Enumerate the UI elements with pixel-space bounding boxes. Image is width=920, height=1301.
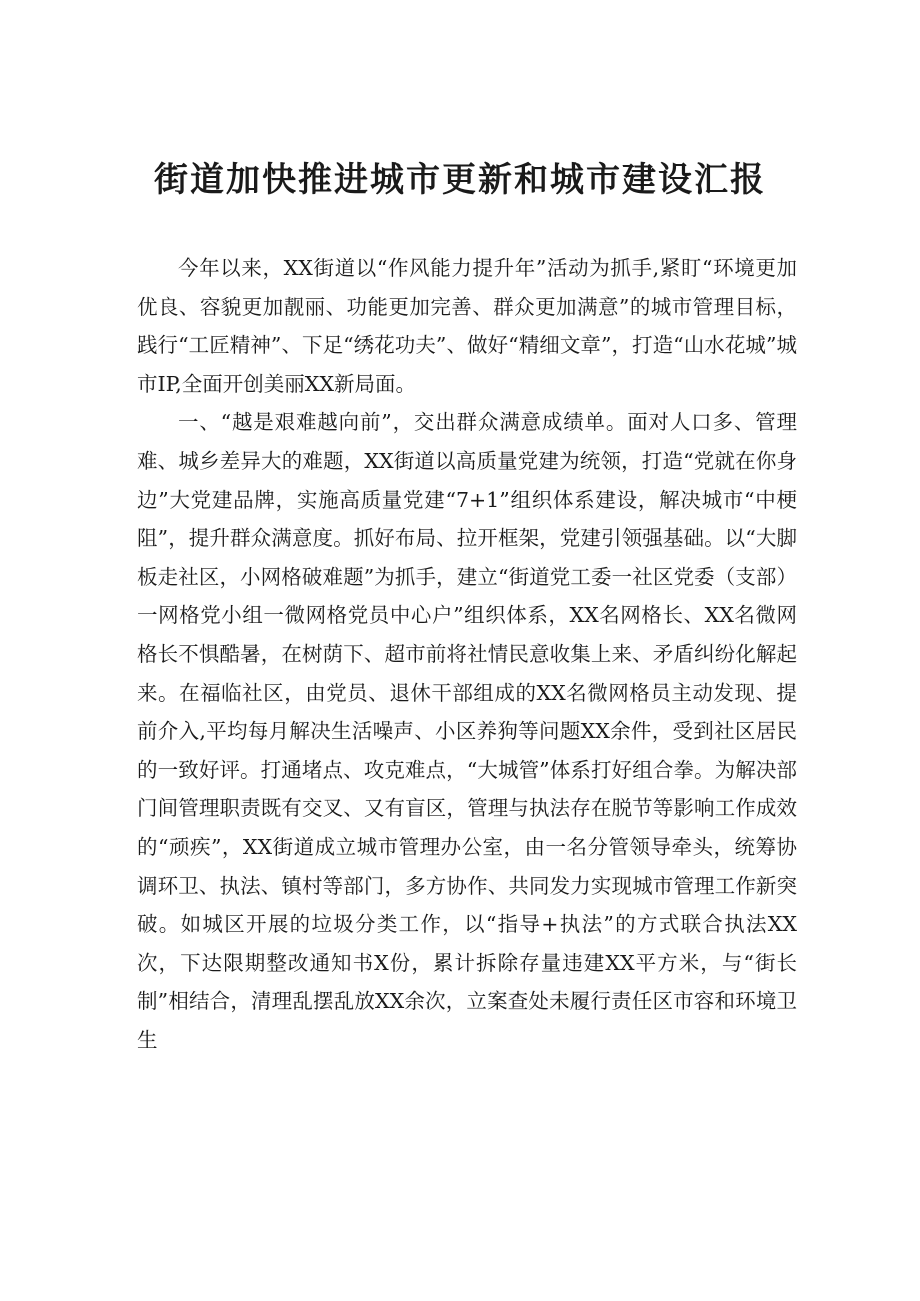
document-body bbox=[137, 249, 797, 1059]
intro-paragraph: 今年以来，XX街道以“作风能力提升年”活动为抓手,紧盯“环境更加优良、容貌更加靓丽、功能更加完善、群众更加满意”的城市管理目标，践行“工匠精神”、下足“绣花功夫”、做好“精细文章”，打造“山水花城”城市IP,全面开创美丽XX新局面。 bbox=[137, 256, 797, 396]
document-title: 街道加快推进城市更新和城市建设汇报 bbox=[154, 160, 766, 200]
section-one-paragraph: 一、“越是艰难越向前”，交出群众满意成绩单。面对人口多、管理难、城乡差异大的难题，XX街道以高质量党建为统领，打造“党就在你身边”大党建品牌，实施高质量党建“7+1”组织体系建设，解决城市“中梗阻”，提升群众满意度。抓好布局、拉开框架，党建引领强基础。以“大脚板走社区，小网格破难题”为抓手，建立“街道党工委一社区党委（支部）一网格党小组一微网格党员中心户”组织体系，XX名网格长、XX名微网格长不惧酷暑，在树荫下、超市前将社情民意收集上来、矛盾纠纷化解起来。在福临社区，由党员、退休干部组成的XX名微网格员主动发现、提前介入,平均每月解决生活噪声、小区养狗等问题XX余件，受到社区居民的一致好评。打通堵点、攻克难点，“大城管”体系打好组合拳。为解决部门间管理职责既有交叉、又有盲区，管理与执法存在脱节等影响工作成效的“顽疾”，XX街道成立城市管理办公室，由一名分管领导牵头，统筹协调环卫、执法、镇村等部门，多方协作、共同发力实现城市管理工作新突破。如城区开展的垃圾分类工作，以“指导+执法”的方式联合执法XX次，下达限期整改通知书X份，累计拆除存量违建XX平方米，与“街长制”相结合，清理乱摆乱放XX余次，立案查处未履行责任区市容和环境卫生 bbox=[137, 410, 797, 1052]
